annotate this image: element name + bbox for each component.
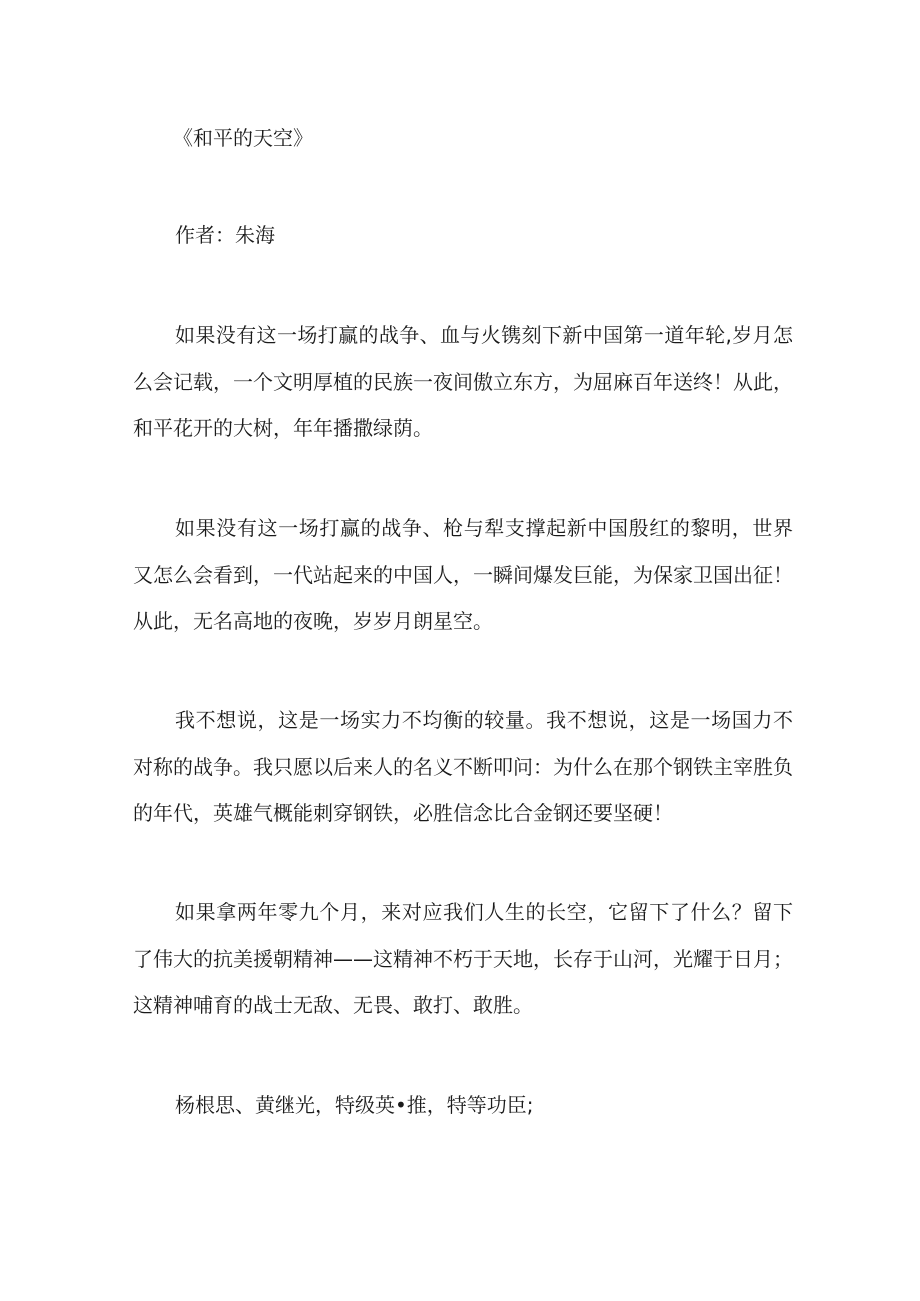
paragraph: 杨根思、黄继光，特级英•推，特等功臣; [175,1093,534,1117]
document-title: 《和平的天空》 [173,126,313,150]
author-line: 作者：朱海 [175,223,275,247]
paragraph: 我不想说，这是一场实力不均衡的较量。我不想说，这是一场国力不对称的战争。我只愿以后来人的名义不断叩问：为什么在那个钢铁主宰胜负的年代，英雄气概能刺穿钢铁，必胜信念比合金钢还要坚硬！ [133,708,793,825]
paragraph: 如果没有这一场打赢的战争、血与火镌刻下新中国第一道年轮,岁月怎么会记载，一个文明厚植的民族一夜间傲立东方，为屈麻百年送终！从此，和平花开的大树，年年播撒绿荫。 [133,323,793,440]
paragraph: 如果没有这一场打赢的战争、枪与犁支撑起新中国殷红的黎明，世界又怎么会看到，一代站起来的中国人，一瞬间爆发巨能，为保家卫国出征！从此，无名高地的夜晚，岁岁月朗星空。 [133,516,793,633]
paragraph: 如果拿两年零九个月，来对应我们人生的长空，它留下了什么？留下了伟大的抗美援朝精神——这精神不朽于天地，长存于山河，光耀于日月；这精神哺育的战士无敌、无畏、敢打、敢胜。 [133,900,793,1017]
